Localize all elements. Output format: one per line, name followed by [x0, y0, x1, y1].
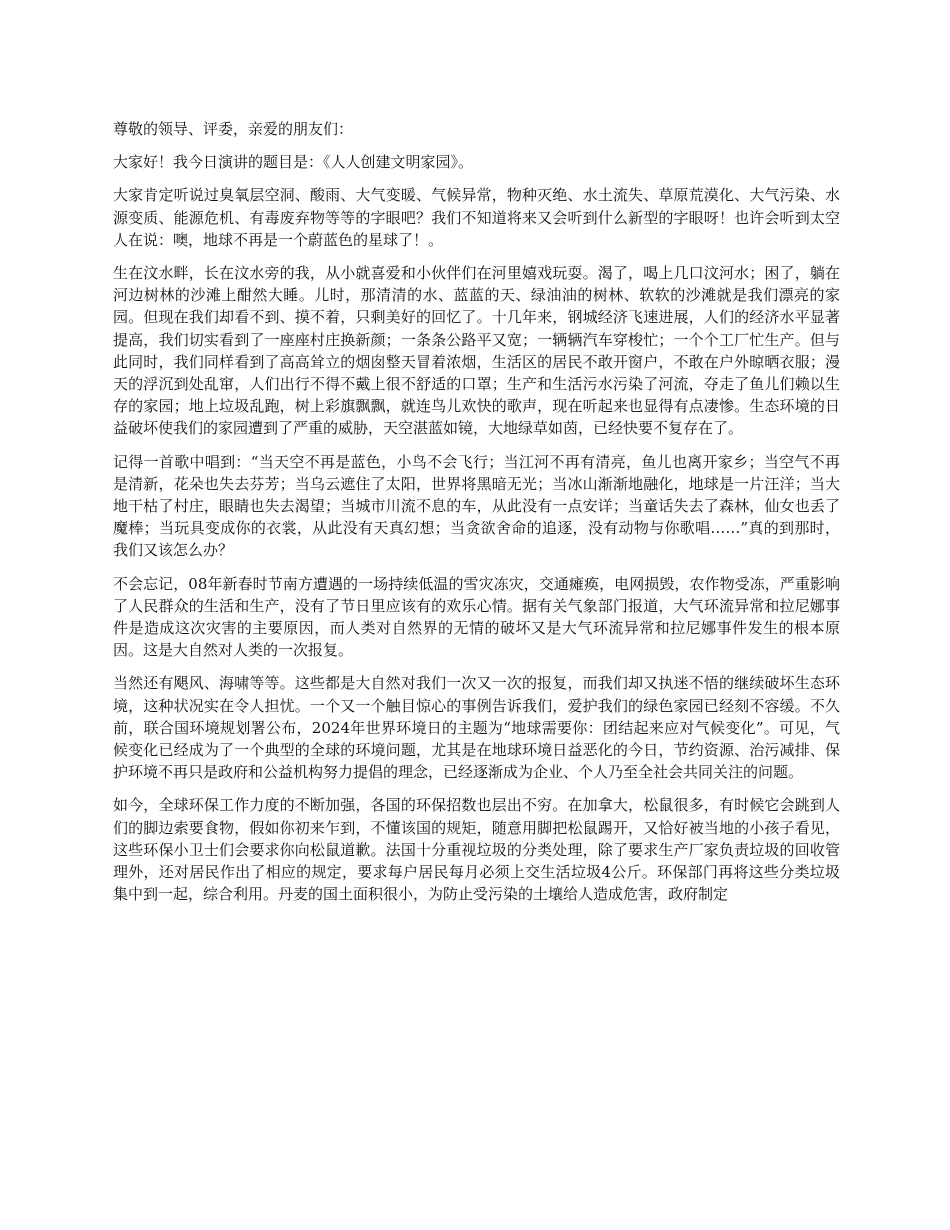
body-paragraph: 大家肯定听说过臭氧层空洞、酸雨、大气变暖、气候异常，物种灭绝、水土流失、草原荒漠化、大气污染、水源变质、能源危机、有毒废弃物等等的字眼吧？我们不知道将来又会听到什么新型的字眼呀！也许会听到太空人在说：噢，地球不再是一个蔚蓝色的星球了！。	[113, 186, 840, 249]
salutation-paragraph: 尊敬的领导、评委，亲爱的朋友们：	[113, 120, 354, 138]
document-body	[113, 118, 840, 917]
body-paragraph: 如今，全球环保工作力度的不断加强，各国的环保招数也层出不穷。在加拿大，松鼠很多，有时候它会跳到人们的脚边索要食物，假如你初来乍到，不懂该国的规矩，随意用脚把松鼠踢开，又恰好被当地的小孩子看见，这些环保小卫士们会要求你向松鼠道歉。法国十分重视垃圾的分类处理，除了要求生产厂家负责垃圾的回收管理外，还对居民作出了相应的规定，要求每户居民每月必须上交生活垃圾4公斤。环保部门再将这些分类垃圾集中到一起，综合利用。丹麦的国土面积很小，为防止受污染的土壤给人造成危害，政府制定	[113, 796, 840, 904]
body-paragraph: 生在汶水畔，长在汶水旁的我，从小就喜爱和小伙伴们在河里嬉戏玩耍。渴了，喝上几口汶河水；困了，躺在河边树林的沙滩上酣然大睡。儿时，那清清的水、蓝蓝的天、绿油油的树林、软软的沙滩就是我们漂亮的家园。但现在我们却看不到、摸不着，只剩美好的回忆了。十几年来，钢城经济飞速进展，人们的经济水平显著提高，我们切实看到了一座座村庄换新颜；一条条公路平又宽；一辆辆汽车穿梭忙；一个个工厂忙生产。但与此同时，我们同样看到了高高耸立的烟囱整天冒着浓烟，生活区的居民不敢开窗户，不敢在户外晾晒衣服；漫天的浮沉到处乱窜，人们出行不得不戴上很不舒适的口罩；生产和生活污水污染了河流，夺走了鱼儿们赖以生存的家园；地上垃圾乱跑，树上彩旗飘飘，就连鸟儿欢快的歌声，现在听起来也显得有点凄惨。生态环境的日益破坏使我们的家园遭到了严重的威胁，天空湛蓝如镜，大地绿草如茵，已经快要不复存在了。	[113, 264, 840, 438]
body-paragraph: 当然还有飓风、海啸等等。这些都是大自然对我们一次又一次的报复，而我们却又执迷不悟的继续破坏生态环境，这种状况实在令人担忧。一个又一个触目惊心的事例告诉我们，爱护我们的绿色家园已经刻不容缓。不久前，联合国环境规划署公布，2024年世界环境日的主题为“地球需要你：团结起来应对气候变化”。可见，气候变化已经成为了一个典型的全球的环境问题，尤其是在地球环境日益恶化的今日，节约资源、治污减排、保护环境不再只是政府和公益机构努力提倡的理念，已经逐渐成为企业、个人乃至全社会共同关注的问题。	[113, 674, 840, 782]
body-paragraph: 记得一首歌中唱到：“当天空不再是蓝色，小鸟不会飞行；当江河不再有清亮，鱼儿也离开家乡；当空气不再是清新，花朵也失去芬芳；当乌云遮住了太阳，世界将黑暗无光；当冰山渐渐地融化，地球是一片汪洋；当大地干枯了村庄，眼睛也失去渴望；当城市川流不息的车，从此没有一点安详；当童话失去了森林，仙女也丢了魔棒；当玩具变成你的衣裳，从此没有天真幻想；当贪欲舍命的追逐，没有动物与你歌唱……”真的到那时，我们又该怎么办？	[113, 452, 840, 560]
intro-paragraph: 大家好！我今日演讲的题目是：《人人创建文明家园》。	[113, 153, 474, 172]
body-paragraph: 不会忘记，08年新春时节南方遭遇的一场持续低温的雪灾冻灾，交通瘫痪，电网损毁，农作物受冻，严重影响了人民群众的生活和生产，没有了节日里应该有的欢乐心情。据有关气象部门报道，大气环流异常和拉尼娜事件是造成这次灾害的主要原因，而人类对自然界的无情的破坏又是大气环流异常和拉尼娜事件发生的根本原因。这是大自然对人类的一次报复。	[113, 574, 840, 660]
